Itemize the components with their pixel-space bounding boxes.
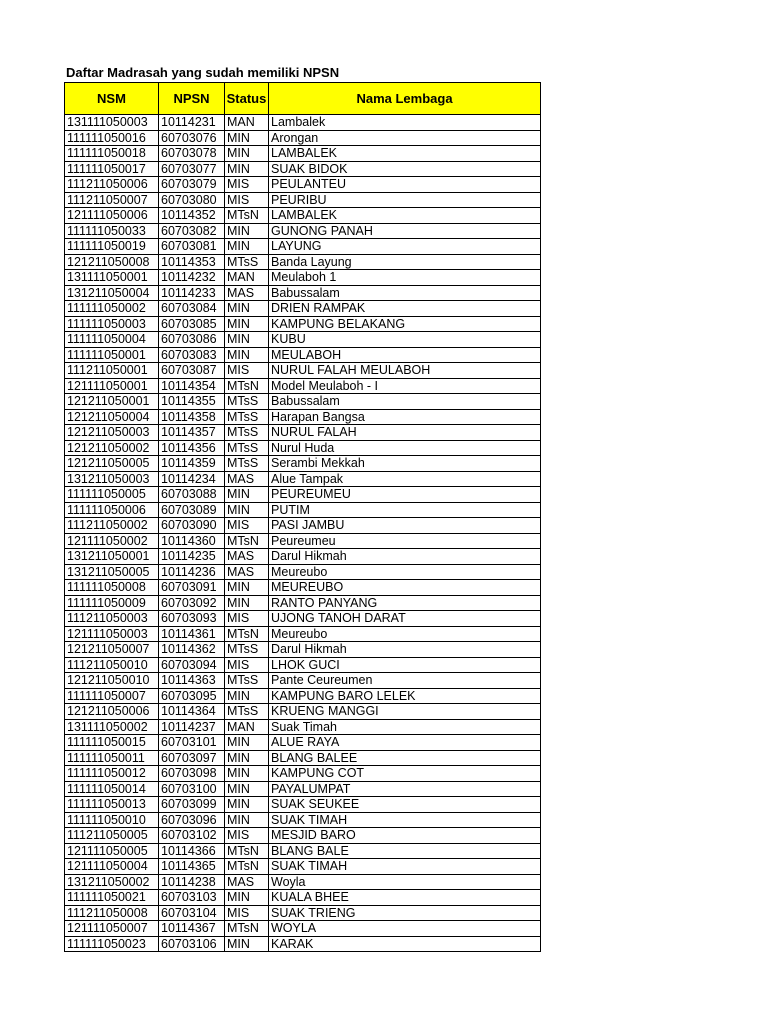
table-row (65, 719, 541, 735)
cell-nsm: 111111050021 (65, 890, 159, 906)
cell-nsm: 131111050003 (65, 115, 159, 131)
table-row (65, 394, 541, 410)
cell-status: MIS (225, 905, 269, 921)
cell-npsn: 10114361 (159, 626, 225, 642)
cell-status: MIN (225, 936, 269, 952)
cell-npsn: 60703088 (159, 487, 225, 503)
cell-status: MIN (225, 239, 269, 255)
cell-npsn: 10114352 (159, 208, 225, 224)
table-header-row (65, 83, 541, 115)
table-row (65, 626, 541, 642)
cell-nsm: 121111050003 (65, 626, 159, 642)
cell-status: MTsS (225, 409, 269, 425)
cell-npsn: 60703095 (159, 688, 225, 704)
cell-nsm: 121111050006 (65, 208, 159, 224)
cell-status: MAS (225, 285, 269, 301)
cell-nama-lembaga: MEUREUBO (269, 580, 541, 596)
table-row (65, 781, 541, 797)
cell-nama-lembaga: BLANG BALE (269, 843, 541, 859)
madrasah-table (64, 82, 541, 952)
cell-status: MAS (225, 564, 269, 580)
cell-nsm: 111211050007 (65, 192, 159, 208)
cell-nsm: 111111050004 (65, 332, 159, 348)
cell-npsn: 10114364 (159, 704, 225, 720)
cell-npsn: 60703092 (159, 595, 225, 611)
table-row (65, 905, 541, 921)
cell-status: MAS (225, 471, 269, 487)
cell-nama-lembaga: PASI JAMBU (269, 518, 541, 534)
table-row (65, 254, 541, 270)
cell-nsm: 111111050014 (65, 781, 159, 797)
cell-nama-lembaga: BLANG BALEE (269, 750, 541, 766)
cell-status: MIN (225, 781, 269, 797)
cell-npsn: 60703094 (159, 657, 225, 673)
cell-status: MIS (225, 828, 269, 844)
table-row (65, 828, 541, 844)
cell-nama-lembaga: Model Meulaboh - I (269, 378, 541, 394)
table-row (65, 208, 541, 224)
table-row (65, 843, 541, 859)
cell-npsn: 60703103 (159, 890, 225, 906)
cell-nsm: 111211050010 (65, 657, 159, 673)
table-row (65, 688, 541, 704)
cell-status: MIN (225, 750, 269, 766)
cell-npsn: 60703084 (159, 301, 225, 317)
cell-nsm: 111111050001 (65, 347, 159, 363)
cell-npsn: 60703085 (159, 316, 225, 332)
cell-status: MTsN (225, 378, 269, 394)
cell-nsm: 121111050001 (65, 378, 159, 394)
cell-status: MIN (225, 487, 269, 503)
cell-status: MAS (225, 549, 269, 565)
table-row (65, 161, 541, 177)
cell-status: MIN (225, 347, 269, 363)
cell-nama-lembaga: Babussalam (269, 285, 541, 301)
cell-status: MIN (225, 223, 269, 239)
cell-status: MIN (225, 580, 269, 596)
cell-status: MIN (225, 316, 269, 332)
cell-npsn: 10114366 (159, 843, 225, 859)
cell-nsm: 121211050002 (65, 440, 159, 456)
cell-nama-lembaga: PEURIBU (269, 192, 541, 208)
cell-nsm: 111111050033 (65, 223, 159, 239)
cell-npsn: 60703106 (159, 936, 225, 952)
cell-npsn: 10114353 (159, 254, 225, 270)
cell-nama-lembaga: Meulaboh 1 (269, 270, 541, 286)
cell-nama-lembaga: Nurul Huda (269, 440, 541, 456)
cell-nsm: 121211050006 (65, 704, 159, 720)
cell-status: MIN (225, 890, 269, 906)
cell-status: MIN (225, 797, 269, 813)
cell-status: MIN (225, 688, 269, 704)
cell-nsm: 121211050010 (65, 673, 159, 689)
cell-nama-lembaga: UJONG TANOH DARAT (269, 611, 541, 627)
cell-status: MIS (225, 657, 269, 673)
cell-npsn: 10114235 (159, 549, 225, 565)
table-row (65, 595, 541, 611)
cell-nsm: 111111050007 (65, 688, 159, 704)
cell-nsm: 131211050005 (65, 564, 159, 580)
cell-nsm: 131211050003 (65, 471, 159, 487)
cell-nama-lembaga: Suak Timah (269, 719, 541, 735)
cell-status: MIN (225, 766, 269, 782)
cell-nsm: 111111050015 (65, 735, 159, 751)
cell-nama-lembaga: SUAK TIMAH (269, 812, 541, 828)
table-row (65, 363, 541, 379)
table-row (65, 874, 541, 890)
cell-npsn: 10114237 (159, 719, 225, 735)
cell-status: MIS (225, 518, 269, 534)
cell-status: MTsS (225, 425, 269, 441)
cell-nama-lembaga: KAMPUNG COT (269, 766, 541, 782)
cell-nsm: 111211050006 (65, 177, 159, 193)
table-row (65, 502, 541, 518)
cell-nama-lembaga: KAMPUNG BARO LELEK (269, 688, 541, 704)
cell-nsm: 121211050005 (65, 456, 159, 472)
table-row (65, 564, 541, 580)
cell-status: MAN (225, 270, 269, 286)
cell-npsn: 60703089 (159, 502, 225, 518)
cell-npsn: 10114233 (159, 285, 225, 301)
cell-nsm: 121211050004 (65, 409, 159, 425)
cell-nama-lembaga: Harapan Bangsa (269, 409, 541, 425)
table-row (65, 316, 541, 332)
table-row (65, 797, 541, 813)
cell-nama-lembaga: MESJID BARO (269, 828, 541, 844)
cell-nama-lembaga: Darul Hikmah (269, 549, 541, 565)
cell-nama-lembaga: KUALA BHEE (269, 890, 541, 906)
table-body (65, 115, 541, 952)
table-row (65, 456, 541, 472)
cell-status: MIN (225, 595, 269, 611)
header-status: Status (225, 83, 269, 115)
table-row (65, 936, 541, 952)
cell-npsn: 60703076 (159, 130, 225, 146)
cell-npsn: 10114363 (159, 673, 225, 689)
cell-status: MIN (225, 502, 269, 518)
cell-npsn: 10114357 (159, 425, 225, 441)
cell-npsn: 10114238 (159, 874, 225, 890)
cell-nsm: 111111050019 (65, 239, 159, 255)
cell-nama-lembaga: GUNONG PANAH (269, 223, 541, 239)
cell-nama-lembaga: SUAK TRIENG (269, 905, 541, 921)
cell-status: MTsN (225, 626, 269, 642)
cell-status: MTsN (225, 859, 269, 875)
cell-npsn: 10114358 (159, 409, 225, 425)
cell-npsn: 60703090 (159, 518, 225, 534)
header-nama-lembaga: Nama Lembaga (269, 83, 541, 115)
cell-nama-lembaga: Meureubo (269, 626, 541, 642)
cell-nama-lembaga: LAMBALEK (269, 208, 541, 224)
cell-nama-lembaga: SUAK TIMAH (269, 859, 541, 875)
table-row (65, 859, 541, 875)
cell-nama-lembaga: KAMPUNG BELAKANG (269, 316, 541, 332)
cell-npsn: 10114367 (159, 921, 225, 937)
cell-nsm: 111111050017 (65, 161, 159, 177)
cell-npsn: 60703099 (159, 797, 225, 813)
cell-nama-lembaga: WOYLA (269, 921, 541, 937)
table-row (65, 657, 541, 673)
table-row (65, 332, 541, 348)
table-row (65, 890, 541, 906)
table-row (65, 347, 541, 363)
cell-nama-lembaga: Banda Layung (269, 254, 541, 270)
table-row (65, 471, 541, 487)
table-row (65, 146, 541, 162)
table-row (65, 301, 541, 317)
table-row (65, 533, 541, 549)
cell-npsn: 60703077 (159, 161, 225, 177)
cell-npsn: 60703087 (159, 363, 225, 379)
cell-nsm: 121211050007 (65, 642, 159, 658)
cell-npsn: 10114360 (159, 533, 225, 549)
cell-nsm: 121111050005 (65, 843, 159, 859)
cell-status: MIN (225, 812, 269, 828)
cell-nsm: 111211050003 (65, 611, 159, 627)
table-row (65, 611, 541, 627)
cell-npsn: 60703080 (159, 192, 225, 208)
cell-status: MTsN (225, 843, 269, 859)
table-row (65, 115, 541, 131)
cell-nama-lembaga: SUAK BIDOK (269, 161, 541, 177)
cell-nsm: 111111050005 (65, 487, 159, 503)
cell-status: MTsS (225, 704, 269, 720)
cell-nama-lembaga: Arongan (269, 130, 541, 146)
cell-npsn: 60703091 (159, 580, 225, 596)
cell-nsm: 131211050002 (65, 874, 159, 890)
cell-nsm: 111211050002 (65, 518, 159, 534)
table-row (65, 440, 541, 456)
cell-npsn: 10114365 (159, 859, 225, 875)
cell-nama-lembaga: KARAK (269, 936, 541, 952)
cell-nsm: 121211050008 (65, 254, 159, 270)
cell-nsm: 121111050004 (65, 859, 159, 875)
cell-npsn: 60703098 (159, 766, 225, 782)
cell-nama-lembaga: ALUE RAYA (269, 735, 541, 751)
cell-nsm: 121111050007 (65, 921, 159, 937)
cell-nama-lembaga: Peureumeu (269, 533, 541, 549)
cell-npsn: 10114354 (159, 378, 225, 394)
table-row (65, 642, 541, 658)
cell-status: MTsS (225, 673, 269, 689)
cell-nsm: 131111050001 (65, 270, 159, 286)
cell-nama-lembaga: KRUENG MANGGI (269, 704, 541, 720)
cell-npsn: 60703082 (159, 223, 225, 239)
cell-status: MAN (225, 115, 269, 131)
cell-npsn: 60703079 (159, 177, 225, 193)
cell-nama-lembaga: SUAK SEUKEE (269, 797, 541, 813)
cell-npsn: 60703101 (159, 735, 225, 751)
cell-nama-lembaga: Serambi Mekkah (269, 456, 541, 472)
table-row (65, 177, 541, 193)
table-row (65, 425, 541, 441)
header-nsm: NSM (65, 83, 159, 115)
cell-npsn: 60703100 (159, 781, 225, 797)
cell-npsn: 60703102 (159, 828, 225, 844)
cell-nama-lembaga: Darul Hikmah (269, 642, 541, 658)
cell-status: MIS (225, 192, 269, 208)
table-row (65, 223, 541, 239)
table-row (65, 812, 541, 828)
cell-npsn: 10114356 (159, 440, 225, 456)
cell-nama-lembaga: Alue Tampak (269, 471, 541, 487)
table-row (65, 192, 541, 208)
cell-npsn: 60703078 (159, 146, 225, 162)
header-npsn: NPSN (159, 83, 225, 115)
cell-nama-lembaga: PEULANTEU (269, 177, 541, 193)
cell-npsn: 60703081 (159, 239, 225, 255)
cell-nama-lembaga: RANTO PANYANG (269, 595, 541, 611)
table-row (65, 704, 541, 720)
cell-status: MAS (225, 874, 269, 890)
cell-nama-lembaga: DRIEN RAMPAK (269, 301, 541, 317)
table-row (65, 735, 541, 751)
cell-status: MIN (225, 161, 269, 177)
cell-npsn: 60703093 (159, 611, 225, 627)
cell-status: MAN (225, 719, 269, 735)
cell-nama-lembaga: NURUL FALAH MEULABOH (269, 363, 541, 379)
cell-nsm: 111111050002 (65, 301, 159, 317)
cell-npsn: 60703096 (159, 812, 225, 828)
cell-npsn: 10114359 (159, 456, 225, 472)
cell-nama-lembaga: LAMBALEK (269, 146, 541, 162)
cell-nsm: 131211050001 (65, 549, 159, 565)
cell-nsm: 111111050013 (65, 797, 159, 813)
cell-nama-lembaga: Woyla (269, 874, 541, 890)
cell-status: MTsS (225, 642, 269, 658)
cell-status: MIN (225, 130, 269, 146)
cell-nsm: 121111050002 (65, 533, 159, 549)
table-row (65, 487, 541, 503)
table-row (65, 549, 541, 565)
cell-nsm: 131211050004 (65, 285, 159, 301)
cell-nsm: 111111050008 (65, 580, 159, 596)
table-row (65, 285, 541, 301)
table-row (65, 378, 541, 394)
cell-nsm: 111111050011 (65, 750, 159, 766)
cell-nsm: 111111050009 (65, 595, 159, 611)
cell-npsn: 60703097 (159, 750, 225, 766)
cell-nsm: 111211050005 (65, 828, 159, 844)
cell-nama-lembaga: MEULABOH (269, 347, 541, 363)
table-row (65, 130, 541, 146)
cell-npsn: 10114232 (159, 270, 225, 286)
cell-nsm: 121211050001 (65, 394, 159, 410)
cell-nama-lembaga: PUTIM (269, 502, 541, 518)
cell-status: MTsS (225, 254, 269, 270)
cell-nama-lembaga: NURUL FALAH (269, 425, 541, 441)
table-row (65, 750, 541, 766)
cell-npsn: 10114234 (159, 471, 225, 487)
cell-nsm: 121211050003 (65, 425, 159, 441)
cell-nama-lembaga: LHOK GUCI (269, 657, 541, 673)
cell-status: MIN (225, 735, 269, 751)
cell-nsm: 111111050006 (65, 502, 159, 518)
table-row (65, 673, 541, 689)
cell-status: MTsN (225, 533, 269, 549)
cell-nama-lembaga: Meureubo (269, 564, 541, 580)
cell-nsm: 111111050010 (65, 812, 159, 828)
cell-npsn: 10114231 (159, 115, 225, 131)
cell-nama-lembaga: LAYUNG (269, 239, 541, 255)
table-row (65, 239, 541, 255)
cell-nsm: 111111050023 (65, 936, 159, 952)
table-row (65, 766, 541, 782)
cell-nsm: 111211050001 (65, 363, 159, 379)
cell-status: MIN (225, 332, 269, 348)
table-row (65, 409, 541, 425)
cell-nsm: 111111050003 (65, 316, 159, 332)
cell-nama-lembaga: Babussalam (269, 394, 541, 410)
cell-status: MTsN (225, 921, 269, 937)
cell-nama-lembaga: Lambalek (269, 115, 541, 131)
table-row (65, 921, 541, 937)
cell-nama-lembaga: KUBU (269, 332, 541, 348)
cell-nama-lembaga: Pante Ceureumen (269, 673, 541, 689)
table-row (65, 580, 541, 596)
cell-npsn: 10114355 (159, 394, 225, 410)
cell-npsn: 10114236 (159, 564, 225, 580)
cell-nama-lembaga: PEUREUMEU (269, 487, 541, 503)
cell-nsm: 111111050016 (65, 130, 159, 146)
cell-nsm: 111111050018 (65, 146, 159, 162)
cell-nama-lembaga: PAYALUMPAT (269, 781, 541, 797)
cell-npsn: 10114362 (159, 642, 225, 658)
cell-status: MTsS (225, 456, 269, 472)
cell-npsn: 60703104 (159, 905, 225, 921)
cell-nsm: 111211050008 (65, 905, 159, 921)
cell-status: MTsN (225, 208, 269, 224)
table-row (65, 270, 541, 286)
cell-status: MIS (225, 177, 269, 193)
cell-nsm: 111111050012 (65, 766, 159, 782)
page-title: Daftar Madrasah yang sudah memiliki NPSN (66, 65, 340, 80)
table-row (65, 518, 541, 534)
cell-status: MTsS (225, 394, 269, 410)
cell-nsm: 131111050002 (65, 719, 159, 735)
cell-npsn: 60703086 (159, 332, 225, 348)
cell-status: MIS (225, 611, 269, 627)
cell-status: MIN (225, 301, 269, 317)
cell-status: MTsS (225, 440, 269, 456)
cell-npsn: 60703083 (159, 347, 225, 363)
cell-status: MIN (225, 146, 269, 162)
cell-status: MIS (225, 363, 269, 379)
